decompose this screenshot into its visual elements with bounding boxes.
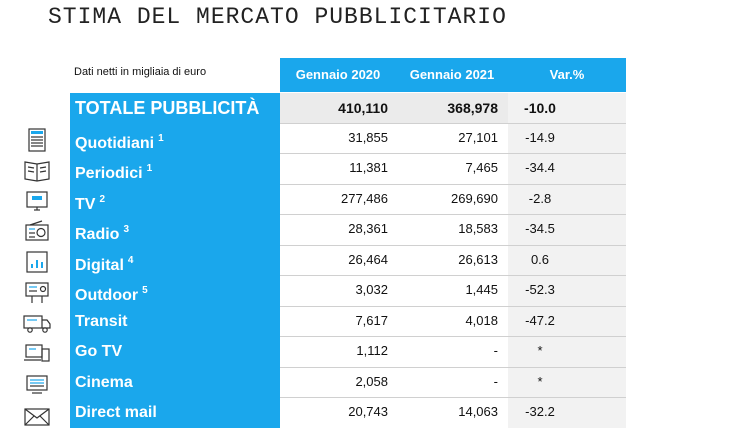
row-divider [280,397,626,398]
value-variation: -52.3 [525,282,555,297]
value-variation: -2.8 [528,191,552,206]
page-title: STIMA DEL MERCATO PUBBLICITARIO [48,4,507,30]
magazine-icon [22,157,52,183]
table-row [70,275,626,305]
value-2021: 18,583 [458,221,498,236]
table-row [70,245,626,275]
value-2020: 3,032 [355,282,388,297]
row-label: Digital $^4$ [75,255,134,274]
radio-icon [22,218,52,244]
value-variation: 0.6 [530,252,550,267]
value-2021: 1,445 [465,282,498,297]
envelope-icon [22,404,52,430]
row-divider [280,275,626,276]
value-2021: 269,690 [451,191,498,206]
row-divider [280,184,626,185]
digital-chart-icon [22,249,52,275]
value-variation: * [537,374,543,389]
truck-icon [22,310,52,336]
total-label: TOTALE PUBBLICITÀ [75,98,260,118]
table-row [70,214,626,244]
value-2020: 2,058 [355,374,388,389]
value-variation: -14.9 [525,130,555,145]
value-2021: 14,063 [458,404,498,419]
row-divider [280,123,626,124]
row-divider [280,336,626,337]
table-row [70,153,626,183]
tv-icon [22,188,52,214]
row-label: Go TV [75,343,123,360]
value-2020: 28,361 [348,221,388,236]
value-2020: 26,464 [348,252,388,267]
row-label: Periodici $^1$ [75,163,153,182]
value-variation: * [537,343,543,358]
value-2021: 27,101 [458,130,498,145]
value-variation: -34.4 [525,160,555,175]
value-2020: 31,855 [348,130,388,145]
billboard-icon [22,279,52,305]
row-label: TV $^2$ [75,194,106,213]
go-tv-icon [22,340,52,366]
total-2020: 410,110 [338,100,388,116]
value-2020: 277,486 [341,191,388,206]
value-2020: 1,112 [356,343,388,358]
table-row [70,397,626,427]
newspaper-icon [22,127,52,153]
table-row [70,306,626,336]
row-label: Direct mail [75,404,157,421]
header-gennaio-2020: Gennaio 2020 [280,58,396,92]
total-variation: -10.0 [524,100,556,116]
row-divider [280,306,626,307]
value-2020: 20,743 [348,404,388,419]
value-variation: -47.2 [525,313,555,328]
table-row [70,123,626,153]
cinema-icon [22,371,52,397]
value-variation: -32.2 [525,404,555,419]
value-2021: - [493,374,498,389]
row-divider [280,214,626,215]
value-2021: 26,613 [458,252,498,267]
row-divider [280,367,626,368]
row-label: Radio $^3$ [75,224,130,243]
row-divider [280,153,626,154]
total-row [70,93,626,123]
value-2021: 7,465 [465,160,498,175]
table-row [70,184,626,214]
row-label: Outdoor $^5$ [75,285,148,304]
value-2020: 7,617 [355,313,388,328]
total-2021: 368,978 [447,100,498,116]
header-gennaio-2021: Gennaio 2021 [396,58,508,92]
table-row [70,336,626,366]
value-variation: -34.5 [525,221,555,236]
value-2021: 4,018 [465,313,498,328]
row-label: Transit [75,313,128,330]
row-divider [280,245,626,246]
units-note: Dati netti in migliaia di euro [74,66,207,78]
header-variation: Var.% [508,58,626,92]
row-label: Cinema [75,374,133,391]
row-label: Quotidiani $^1$ [75,133,164,152]
table-row [70,367,626,397]
value-2020: 11,381 [349,160,388,175]
value-2021: - [493,343,498,358]
